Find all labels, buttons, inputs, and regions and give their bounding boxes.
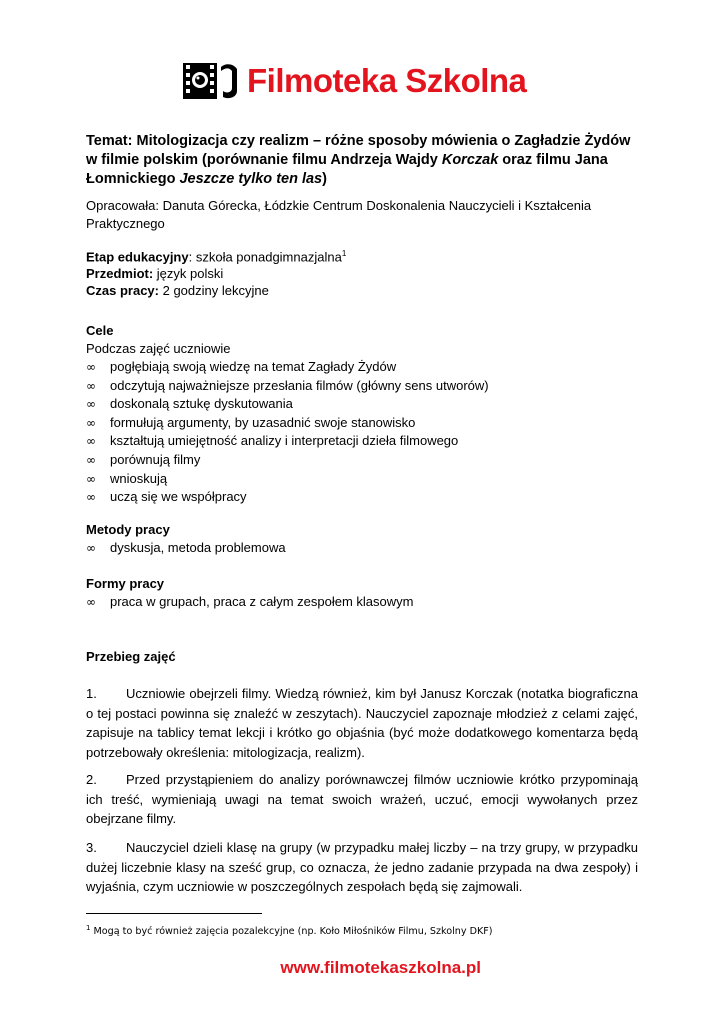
title-film-2: Jeszcze tylko ten las xyxy=(179,171,323,187)
title-text-1: Temat: Mitologizacja czy realizm – różne sposoby mówienia o Zagładzie Żydów w filmie polskim (porównanie filmu Andrzeja Wajdy xyxy=(86,133,631,168)
list-item: ∞ pogłębiają swoją wiedzę na temat Zagłady Żydów xyxy=(86,358,638,377)
title-text-3: ) xyxy=(322,171,327,187)
meta-stage xyxy=(86,245,638,265)
author-line: Opracowała: Danuta Górecka, Łódzkie Centrum Doskonalenia Nauczycieli i Kształcenia Praktycznego xyxy=(86,198,592,231)
goals-list xyxy=(86,358,638,507)
logo-wordmark: Filmoteka Szkolna xyxy=(247,62,527,99)
meta-stage-value: : szkoła ponadgimnazjalna xyxy=(188,249,342,265)
paragraph-text: Nauczyciel dzieli klasę na grupy (w przypadku małej liczby – na trzy grupy, w przypadku dużej liczebnie klasy na sześć grup, co oznacza, że jedno zadanie przypada na dwa zespoły) i wyjaśnia, czym uczniowie w poszczególnych zespołach będą się zajmowali. xyxy=(86,840,638,894)
meta-subject-label: Przedmiot: xyxy=(86,266,154,282)
footnote xyxy=(86,922,493,938)
lesson-meta xyxy=(86,245,638,299)
meta-subject-value: język polski xyxy=(153,266,224,282)
goals-section xyxy=(86,322,638,507)
filmoteka-logo xyxy=(181,60,526,102)
list-item: ∞ formułują argumenty, by uzasadnić swoje stanowisko xyxy=(86,414,638,433)
film-camera-logo-icon xyxy=(181,61,245,101)
meta-time xyxy=(86,282,638,299)
meta-time-value: 2 godziny lekcyjne xyxy=(158,283,269,299)
list-item: ∞ dyskusja, metoda problemowa xyxy=(86,539,638,558)
infinity-bullet-icon: ∞ xyxy=(86,415,96,430)
list-item: ∞ praca w grupach, praca z całym zespołem klasowym xyxy=(86,593,638,612)
course-heading: Przebieg zajęć xyxy=(86,649,176,664)
course-paragraph-3 xyxy=(86,838,638,897)
meta-time-label: Czas pracy: xyxy=(86,283,159,299)
forms-heading: Formy pracy xyxy=(86,576,165,591)
course-paragraph-1 xyxy=(86,684,638,762)
lesson-title xyxy=(86,132,638,189)
forms-section xyxy=(86,575,638,612)
infinity-bullet-icon: ∞ xyxy=(86,541,96,555)
goals-heading: Cele xyxy=(86,323,114,338)
footnote-number: 1 xyxy=(86,924,91,932)
list-item: ∞ wnioskują xyxy=(86,470,638,489)
footer-url-link[interactable]: www.filmotekaszkolna.pl xyxy=(280,958,481,977)
paragraph-number: 2. xyxy=(86,772,97,787)
infinity-bullet-icon: ∞ xyxy=(86,360,96,374)
infinity-bullet-icon: ∞ xyxy=(86,434,96,449)
infinity-bullet-icon: ∞ xyxy=(86,452,96,467)
list-item: ∞ doskonalą sztukę dyskutowania xyxy=(86,395,638,414)
course-paragraph-2 xyxy=(86,770,638,829)
meta-subject xyxy=(86,265,638,282)
footnote-divider xyxy=(86,913,262,914)
meta-stage-label: Etap edukacyjny xyxy=(86,249,189,265)
footnote-ref: 1 xyxy=(341,249,347,258)
infinity-bullet-icon: ∞ xyxy=(86,378,96,393)
forms-list xyxy=(86,593,638,612)
list-item: ∞ odczytują najważniejsze przesłania filmów (główny sens utworów) xyxy=(86,377,638,396)
title-film-1: Korczak xyxy=(441,152,499,168)
paragraph-text: Przed przystąpieniem do analizy porównawczej filmów uczniowie krótko przypominają ich treść, wymieniają uwagi na temat swoich wrażeń, uczuć, emocji wywołanych przez obejrzane filmy. xyxy=(86,772,638,826)
paragraph-number: 3. xyxy=(86,840,97,855)
paragraph-text: Uczniowie obejrzeli filmy. Wiedzą również, kim był Janusz Korczak (notatka biograficzna o tej postaci powinna się znaleźć w zeszytach). Nauczyciel zapoznaje młodzież z celami zajęć, zapisuje na tablicy temat lekcji i krótko go objaśnia (być może dodatkowego komentarza będą potrzebowały określenia: mitologizacja, realizm). xyxy=(86,686,638,760)
infinity-bullet-icon: ∞ xyxy=(86,490,96,505)
goals-intro: Podczas zajęć uczniowie xyxy=(86,341,231,356)
methods-list xyxy=(86,539,638,558)
list-item: ∞ kształtują umiejętność analizy i interpretacji dzieła filmowego xyxy=(86,432,638,451)
infinity-bullet-icon: ∞ xyxy=(86,471,96,486)
methods-section xyxy=(86,521,638,558)
infinity-bullet-icon: ∞ xyxy=(86,397,96,412)
title-text-2: oraz filmu Jana Łomnickiego xyxy=(86,152,608,187)
list-item: ∞ uczą się we współpracy xyxy=(86,488,638,507)
footnote-text: Mogą to być również zajęcia pozalekcyjne (np. Koło Miłośników Filmu, Szkolny DKF) xyxy=(90,926,493,938)
paragraph-number: 1. xyxy=(86,686,97,701)
infinity-bullet-icon: ∞ xyxy=(86,595,96,609)
list-item: ∞ porównują filmy xyxy=(86,451,638,470)
methods-heading: Metody pracy xyxy=(86,522,170,537)
